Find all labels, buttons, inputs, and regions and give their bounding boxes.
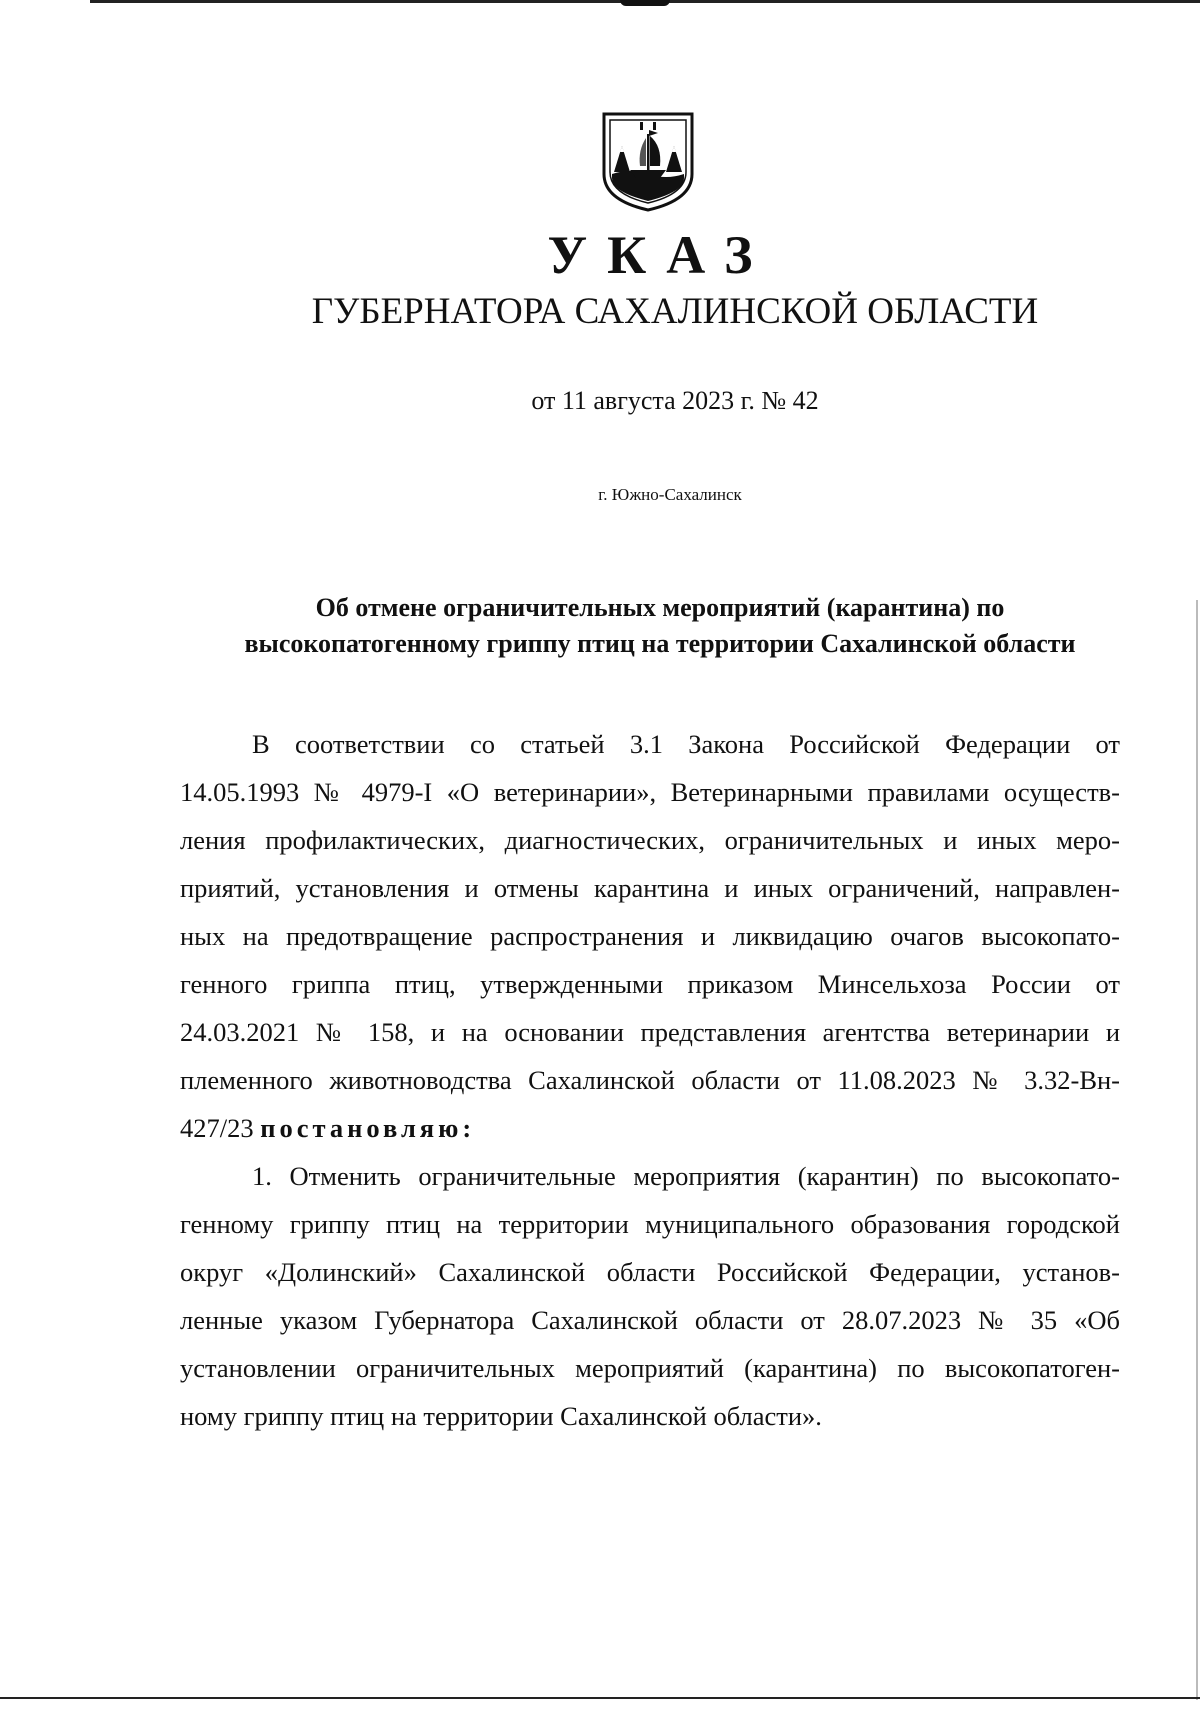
document-heading bbox=[180, 590, 1140, 662]
document-heading-line: Об отмене ограничительных мероприятий (карантина) по bbox=[315, 593, 1005, 622]
document-city: г. Южно-Сахалинск bbox=[598, 485, 742, 504]
document-subtitle: ГУБЕРНАТОРА САХАЛИНСКОЙ ОБЛАСТИ bbox=[311, 291, 1039, 332]
scan-mark bbox=[620, 0, 670, 6]
preamble-last-prefix: 427/23 bbox=[180, 1113, 254, 1143]
item-line: округ «Долинский» Сахалинской области Российской Федерации, установ- bbox=[180, 1257, 1120, 1287]
document-heading-line: высокопатогенному гриппу птиц на территории Сахалинской области bbox=[244, 629, 1076, 658]
item-line: установлении ограничительных мероприятий (карантина) по высокопатоген- bbox=[180, 1353, 1120, 1383]
preamble-line: 24.03.2021 № 158, и на основании представления агентства ветеринарии и bbox=[180, 1017, 1120, 1047]
item-line: генному гриппу птиц на территории муниципального образования городской bbox=[180, 1209, 1120, 1239]
preamble-line: ных на предотвращение распространения и ликвидацию очагов высокопато- bbox=[180, 921, 1120, 951]
sakhalin-coat-of-arms-icon bbox=[600, 112, 696, 212]
decree-word: постановляю: bbox=[260, 1113, 476, 1143]
preamble-line: генного гриппа птиц, утвержденными приказом Минсельхоза России от bbox=[180, 969, 1120, 999]
preamble-line: ления профилактических, диагностических, ограничительных и иных меро- bbox=[180, 825, 1120, 855]
preamble-line: В соответствии со статьей 3.1 Закона Российской Федерации от bbox=[252, 729, 1120, 759]
item-line: ленные указом Губернатора Сахалинской области от 28.07.2023 № 35 «Об bbox=[180, 1305, 1120, 1335]
document-date-number: от 11 августа 2023 г. № 42 bbox=[531, 386, 819, 415]
preamble-last-line bbox=[180, 1104, 1120, 1152]
document-title: УКАЗ bbox=[547, 225, 773, 285]
scan-edge-bottom bbox=[0, 1697, 1200, 1699]
item-line: ному гриппу птиц на территории Сахалинской области». bbox=[180, 1401, 822, 1431]
scan-edge-right bbox=[1196, 600, 1198, 1700]
preamble-line: приятий, установления и отмены карантина и иных ограничений, направлен- bbox=[180, 873, 1120, 903]
preamble-line: племенного животноводства Сахалинской области от 11.08.2023 № 3.32-Вн- bbox=[180, 1065, 1120, 1095]
item-line: 1. Отменить ограничительные мероприятия (карантин) по высокопато- bbox=[252, 1161, 1120, 1191]
preamble-line: 14.05.1993 № 4979-I «О ветеринарии», Ветеринарными правилами осуществ- bbox=[180, 777, 1120, 807]
document-body bbox=[180, 720, 1120, 1440]
